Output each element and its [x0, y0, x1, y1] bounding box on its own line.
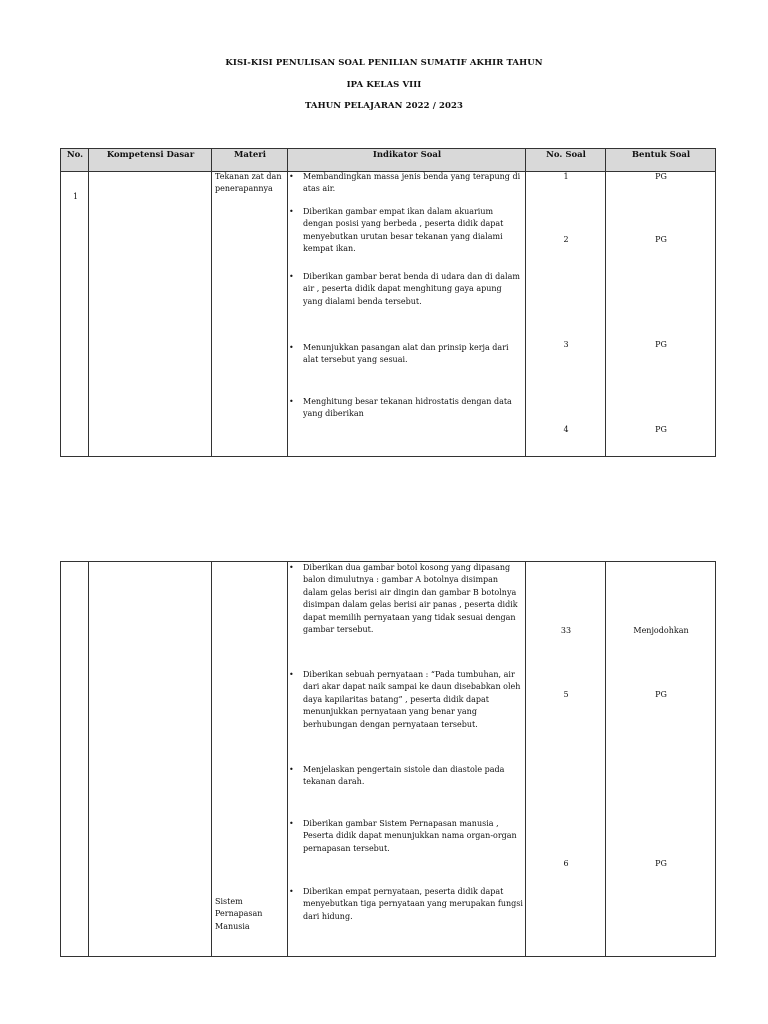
column-divider [211, 149, 212, 456]
table-header-row [61, 149, 715, 172]
indikator-item: • Menjelaskan pengertain sistole dan diastole pada tekanan darah. [303, 764, 523, 789]
no-soal-cell: 2 [563, 235, 569, 244]
bentuk-soal-cell: PG [655, 690, 667, 699]
column-divider [88, 149, 89, 456]
bentuk-soal-cell: PG [655, 340, 667, 349]
column-divider [605, 149, 606, 456]
indikator-item: • Diberikan sebuah pernyataan : “Pada tumbuhan, air dari akar dapat naik sampai ke daun disebabkan oleh daya kapilaritas batang” , peserta didik dapat menunjukkan pernyataan yang benar yang berhubungan dengan pernyataan tersebut. [303, 669, 523, 731]
indikator-item: • Diberikan gambar Sistem Pernapasan manusia , Peserta didik dapat menunjukkan nama organ-organ pernapasan tersebut. [303, 818, 523, 855]
bentuk-soal-cell: PG [655, 172, 667, 181]
kisi-kisi-table-1 [60, 148, 716, 457]
column-divider [287, 149, 288, 456]
no-soal-cell: 33 [560, 626, 572, 635]
materi-cell: Tekanan zat dan penerapannya [215, 172, 282, 194]
column-divider [605, 562, 606, 956]
no-soal-cell: 1 [563, 172, 569, 181]
no-soal-cell: 6 [563, 859, 569, 868]
column-divider [88, 562, 89, 956]
column-divider [525, 562, 526, 956]
indikator-item: • Membandingkan massa jenis benda yang terapung di atas air. [303, 171, 523, 196]
header-indikator-soal: Indikator Soal [372, 150, 442, 160]
bentuk-soal-cell: PG [655, 235, 667, 244]
document-subtitle-class: IPA KELAS VIII [346, 80, 422, 90]
materi-cell: Sistem Pernapasan Manusia [215, 897, 263, 931]
indikator-item: • Diberikan gambar empat ikan dalam akuarium dengan posisi yang berbeda , peserta didik dapat menyebutkan urutan besar tekanan yang dialami kempat ikan. [303, 206, 523, 256]
bentuk-soal-cell: Menjodohkan [633, 626, 689, 635]
bentuk-soal-cell: PG [655, 425, 667, 434]
no-soal-cell: 3 [563, 340, 569, 349]
no-soal-cell: 5 [563, 690, 569, 699]
indikator-item: • Menunjukkan pasangan alat dan prinsip kerja dari alat tersebut yang sesuai. [303, 342, 523, 367]
header-no-soal: No. Soal [546, 150, 586, 160]
indikator-item: • Diberikan gambar berat benda di udara dan di dalam air , peserta didik dapat menghitung gaya apung yang dialami benda tersebut. [303, 271, 523, 308]
kisi-kisi-table-2 [60, 561, 716, 957]
column-divider [287, 562, 288, 956]
indikator-item: • Diberikan empat pernyataan, peserta didik dapat menyebutkan tiga pernyataan yang merupakan fungsi dari hidung. [303, 886, 523, 923]
header-kompetensi-dasar: Kompetensi Dasar [106, 150, 195, 160]
column-divider [525, 149, 526, 456]
header-materi: Materi [234, 150, 266, 160]
indikator-item: • Diberikan dua gambar botol kosong yang dipasang balon dimulutnya : gambar A botolnya disimpan dalam gelas berisi air dingin dan gambar B botolnya disimpan dalam gelas berisi air panas , peserta didik dapat memilih pernyataan yang tidak sesuai dengan gambar tersebut. [303, 562, 523, 636]
header-no: No. [66, 150, 84, 160]
row-number: 1 [73, 192, 79, 201]
column-divider [211, 562, 212, 956]
bentuk-soal-cell: PG [655, 859, 667, 868]
document-subtitle-year: TAHUN PELAJARAN 2022 / 2023 [304, 101, 464, 111]
no-soal-cell: 4 [563, 425, 569, 434]
document-title: KISI-KISI PENULISAN SOAL PENILIAN SUMATIF AKHIR TAHUN [225, 58, 543, 68]
header-bentuk-soal: Bentuk Soal [631, 150, 691, 160]
indikator-item: • Menghitung besar tekanan hidrostatis dengan data yang diberikan [303, 396, 523, 421]
